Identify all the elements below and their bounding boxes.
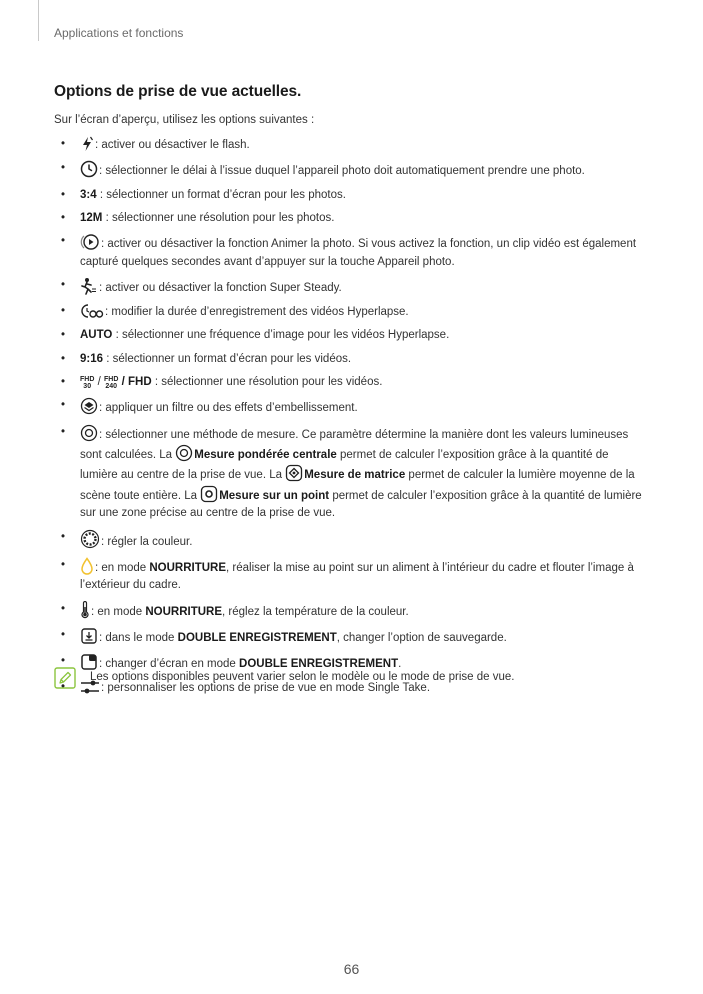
list-item-metering: • : sélectionner une méthode de mesure. Ce paramètre détermine la manière dont les valeurs lumineuses sont calculées. La Mesure pondérée centrale permet de calculer l’exposition grâce à la quantité de lumière au centre de la prise de vue. La Mesure de matrice permet de calculer la lumière moyenne de la scène toute entière. La Mesure sur un point permet de calculer l’exposition grâce à la quantité de lumière sur une zone précise au centre de la prise de vue. [54, 424, 649, 523]
list-item-hyperlapse: • : modifier la durée d’enregistrement des vidéos Hyperlapse. [54, 303, 649, 321]
page-number: 66 [343, 961, 360, 977]
list-item-super-steady: • : activer ou désactiver la fonction Super Steady. [54, 277, 649, 297]
filter-icon [80, 397, 98, 415]
list-item-food-focus: • : en mode NOURRITURE, réaliser la mise au point sur un aliment à l’intérieur du cadre et flouter l’image à l’extérieur du cadre. [54, 557, 649, 595]
color-tone-icon [80, 529, 100, 549]
list-item-dual-screen: • : changer d’écran en mode DOUBLE ENREGISTREMENT. [54, 653, 649, 673]
note-pencil-icon [54, 667, 76, 692]
fhd-30-icon: FHD 30 [80, 376, 95, 391]
thermometer-icon [80, 601, 90, 619]
list-item-flash: • : activer ou désactiver le flash. [54, 136, 649, 154]
fhd-240-icon: FHD 240 [104, 376, 119, 391]
timer-icon [80, 160, 98, 178]
list-item-filter: • : appliquer un filtre ou des effets d’embellissement. [54, 397, 649, 417]
flash-icon [80, 136, 94, 152]
spot-icon [200, 485, 218, 503]
page-side-rule [38, 0, 39, 41]
list-item-dual-save: • : dans le mode DOUBLE ENREGISTREMENT, changer l’option de sauvegarde. [54, 627, 649, 647]
list-item-timer: • : sélectionner le délai à l’issue duquel l’appareil photo doit automatiquement prendre une photo. [54, 160, 649, 180]
center-weighted-icon [175, 444, 193, 462]
list-item-photo-resolution: • 12M : sélectionner une résolution pour les photos. [54, 210, 649, 227]
list-item-single-take: • : personnaliser les options de prise de vue en mode Single Take. [54, 679, 649, 697]
motion-photo-icon [80, 233, 100, 251]
list-item-video-resolution: • FHD 30 / FHD 240 / FHD : sélectionner une résolution pour les vidéos. [54, 374, 649, 391]
section-title: Options de prise de vue actuelles. [54, 83, 302, 100]
note-text: Les options disponibles peuvent varier selon le modèle ou le mode de prise de vue. [90, 671, 515, 683]
list-item-motion-photo: • : activer ou désactiver la fonction Animer la photo. Si vous activez la fonction, un clip vidéo est également capturé quelques secondes avant d’appuyer sur la touche Appareil photo. [54, 233, 649, 271]
list-item-color: • : régler la couleur. [54, 529, 649, 551]
intro-text: Sur l’écran d’aperçu, utilisez les options suivantes : [54, 114, 315, 126]
food-focus-icon [80, 557, 94, 575]
list-item-photo-ratio: • 3:4 : sélectionner un format d’écran pour les photos. [54, 187, 649, 204]
list-item-color-temperature: • : en mode NOURRITURE, réglez la température de la couleur. [54, 601, 649, 621]
metering-icon [80, 424, 98, 442]
super-steady-icon [80, 277, 98, 295]
list-item-video-ratio: • 9:16 : sélectionner un format d’écran pour les vidéos. [54, 351, 649, 368]
hyperlapse-icon [80, 303, 104, 319]
options-list [54, 136, 649, 704]
page-header: Applications et fonctions [54, 26, 184, 40]
list-item-hyperlapse-fps: • AUTO : sélectionner une fréquence d’image pour les vidéos Hyperlapse. [54, 327, 649, 344]
matrix-icon [285, 464, 303, 482]
dual-save-icon [80, 627, 98, 645]
dual-screen-icon [80, 653, 98, 671]
